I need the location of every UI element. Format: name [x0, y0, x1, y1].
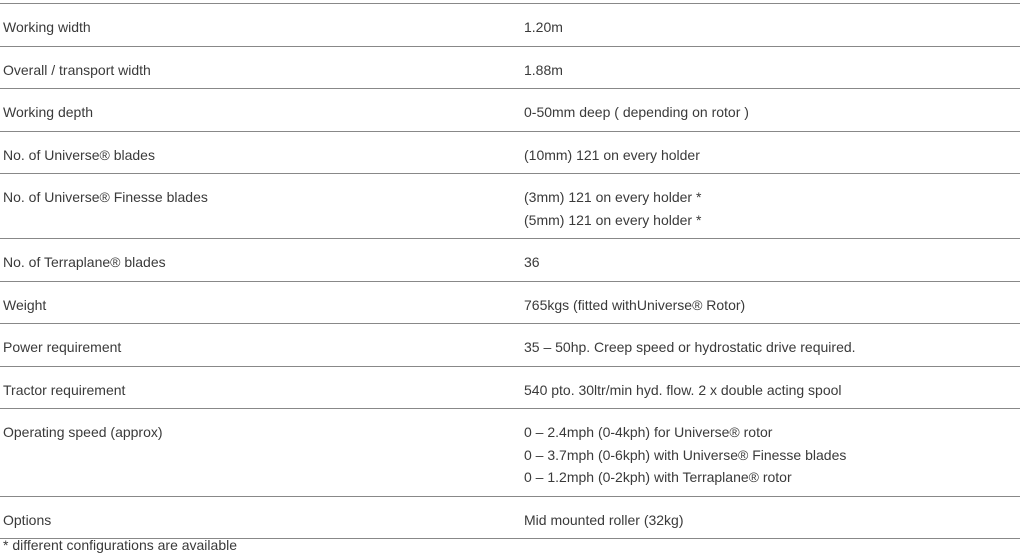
spec-value-line: 540 pto. 30ltr/min hyd. flow. 2 x double acting spool	[524, 381, 842, 398]
spec-row	[0, 174, 1020, 239]
spec-label: Weight	[3, 296, 47, 313]
spec-value-line: 1.88m	[524, 61, 563, 78]
spec-value-line: 765kgs (fitted withUniverse® Rotor)	[524, 296, 746, 313]
spec-label: No. of Universe® Finesse blades	[3, 189, 208, 205]
spec-label: Overall / transport width	[3, 61, 151, 78]
spec-value	[524, 132, 1020, 174]
spec-value	[524, 239, 1020, 281]
spec-row	[0, 89, 1020, 132]
spec-row	[0, 239, 1020, 282]
spec-row	[0, 282, 1020, 325]
spec-value-line: 0 – 2.4mph (0-4kph) for Universe® rotor	[524, 424, 773, 440]
spec-value	[524, 282, 1020, 324]
spec-value-line: Mid mounted roller (32kg)	[524, 511, 684, 528]
spec-label: Power requirement	[3, 339, 122, 355]
spec-label: Tractor requirement	[3, 381, 126, 398]
footnote: * different configurations are available	[3, 537, 238, 553]
spec-label: Working depth	[3, 104, 94, 120]
spec-row	[0, 497, 1020, 540]
spec-label: Options	[3, 511, 52, 528]
spec-value	[524, 324, 1020, 366]
spec-row	[0, 367, 1020, 410]
spec-value	[524, 174, 1020, 238]
spec-row	[0, 132, 1020, 175]
spec-value	[524, 409, 1020, 496]
spec-value	[524, 47, 1020, 89]
spec-value-line: 1.20m	[524, 19, 563, 35]
spec-row	[0, 409, 1020, 497]
spec-value-line: 0 – 3.7mph (0-6kph) with Universe® Finesse blades	[524, 446, 847, 463]
spec-value	[524, 4, 1020, 46]
spec-table	[0, 3, 1020, 539]
spec-row	[0, 4, 1020, 47]
spec-value	[524, 497, 1020, 539]
spec-row	[0, 324, 1020, 367]
spec-value-line: 0-50mm deep ( depending on rotor )	[524, 104, 749, 120]
spec-label: No. of Terraplane® blades	[3, 254, 166, 270]
spec-value	[524, 89, 1020, 131]
spec-value-line: (5mm) 121 on every holder *	[524, 211, 702, 228]
spec-value	[524, 367, 1020, 409]
spec-value-line: 0 – 1.2mph (0-2kph) with Terraplane® rotor	[524, 469, 792, 485]
spec-value-line: (10mm) 121 on every holder	[524, 146, 700, 163]
spec-value-line: 36	[524, 254, 540, 270]
spec-label: Operating speed (approx)	[3, 424, 163, 440]
spec-value-line: (3mm) 121 on every holder *	[524, 189, 702, 205]
spec-row	[0, 47, 1020, 90]
spec-label: Working width	[3, 19, 91, 35]
spec-value-line: 35 – 50hp. Creep speed or hydrostatic drive required.	[524, 339, 856, 355]
spec-label: No. of Universe® blades	[3, 146, 155, 163]
